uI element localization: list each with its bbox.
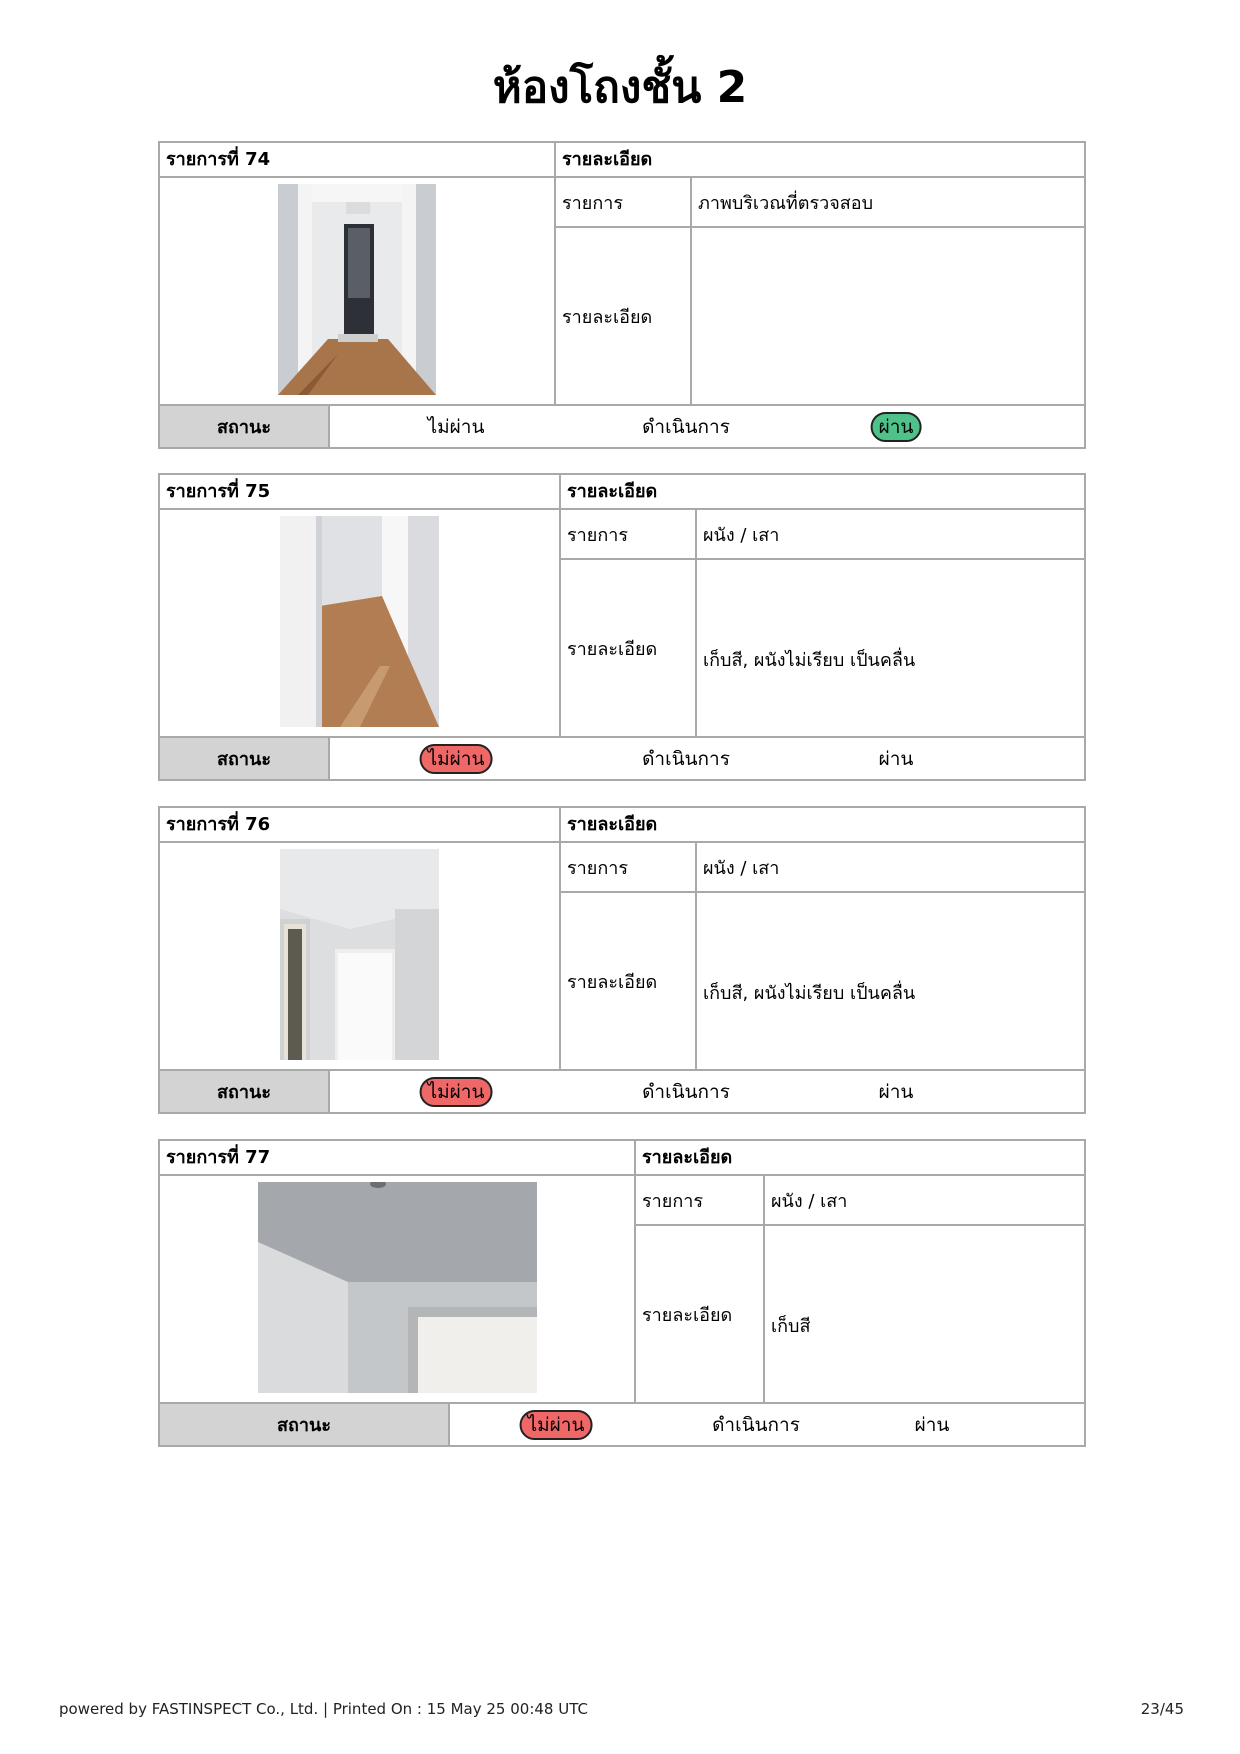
detail-header: รายละเอียด (567, 481, 658, 502)
status-label: สถานะ (160, 738, 330, 779)
status-fail-option[interactable]: ไม่ผ่าน (520, 1410, 593, 1440)
status-label: สถานะ (160, 406, 330, 447)
status-label: สถานะ (160, 1071, 330, 1112)
inspection-photo[interactable] (280, 849, 439, 1060)
status-in-progress-option[interactable]: ดำเนินการ (642, 415, 730, 438)
item-label: รายการ (561, 843, 697, 891)
status-in-progress-option[interactable]: ดำเนินการ (642, 1080, 730, 1103)
photo-cell (160, 510, 561, 736)
detail-value (692, 228, 1084, 404)
item-label: รายการ (556, 178, 692, 226)
status-pass-option[interactable]: ผ่าน (878, 747, 914, 770)
detail-header: รายละเอียด (642, 1147, 733, 1168)
detail-value: เก็บสี, ผนังไม่เรียบ เป็นคลื่น (703, 649, 916, 671)
detail-label: รายละเอียด (636, 1226, 765, 1402)
item-value: ผนัง / เสา (703, 857, 780, 879)
inspection-item (158, 473, 1086, 781)
photo-cell (160, 178, 556, 404)
page-number: 23/45 (1140, 1700, 1184, 1718)
item-number: รายการที่ 77 (160, 1141, 636, 1174)
inspection-item (158, 1139, 1086, 1447)
status-fail-option[interactable]: ไม่ผ่าน (420, 1077, 493, 1107)
detail-value: เก็บสี, ผนังไม่เรียบ เป็นคลื่น (703, 982, 916, 1004)
status-pass-option[interactable]: ผ่าน (871, 412, 922, 442)
page-title: ห้องโถงชั้น 2 (492, 62, 748, 113)
photo-cell (160, 1176, 636, 1402)
item-number: รายการที่ 75 (160, 475, 561, 508)
detail-header: รายละเอียด (567, 814, 658, 835)
item-value: ผนัง / เสา (771, 1190, 848, 1212)
status-label: สถานะ (160, 1404, 450, 1445)
photo-cell (160, 843, 561, 1069)
inspection-item (158, 806, 1086, 1114)
status-in-progress-option[interactable]: ดำเนินการ (642, 747, 730, 770)
detail-label: รายละเอียด (556, 228, 692, 404)
status-pass-option[interactable]: ผ่าน (914, 1413, 950, 1436)
footer-credit: powered by FASTINSPECT Co., Ltd. | Printed On : 15 May 25 00:48 UTC (59, 1700, 588, 1718)
detail-label: รายละเอียด (561, 560, 697, 736)
detail-label: รายละเอียด (561, 893, 697, 1069)
detail-value: เก็บสี (771, 1315, 811, 1337)
item-label: รายการ (636, 1176, 765, 1224)
item-number: รายการที่ 74 (160, 143, 556, 176)
item-label: รายการ (561, 510, 697, 558)
inspection-photo[interactable] (280, 516, 439, 727)
item-value: ผนัง / เสา (703, 524, 780, 546)
inspection-photo[interactable] (258, 1182, 537, 1393)
status-in-progress-option[interactable]: ดำเนินการ (712, 1413, 800, 1436)
status-fail-option[interactable]: ไม่ผ่าน (427, 415, 485, 438)
item-value: ภาพบริเวณที่ตรวจสอบ (698, 192, 873, 214)
status-fail-option[interactable]: ไม่ผ่าน (420, 744, 493, 774)
detail-header: รายละเอียด (562, 149, 653, 170)
inspection-photo[interactable] (278, 184, 436, 395)
item-number: รายการที่ 76 (160, 808, 561, 841)
status-pass-option[interactable]: ผ่าน (878, 1080, 914, 1103)
inspection-item (158, 141, 1086, 449)
